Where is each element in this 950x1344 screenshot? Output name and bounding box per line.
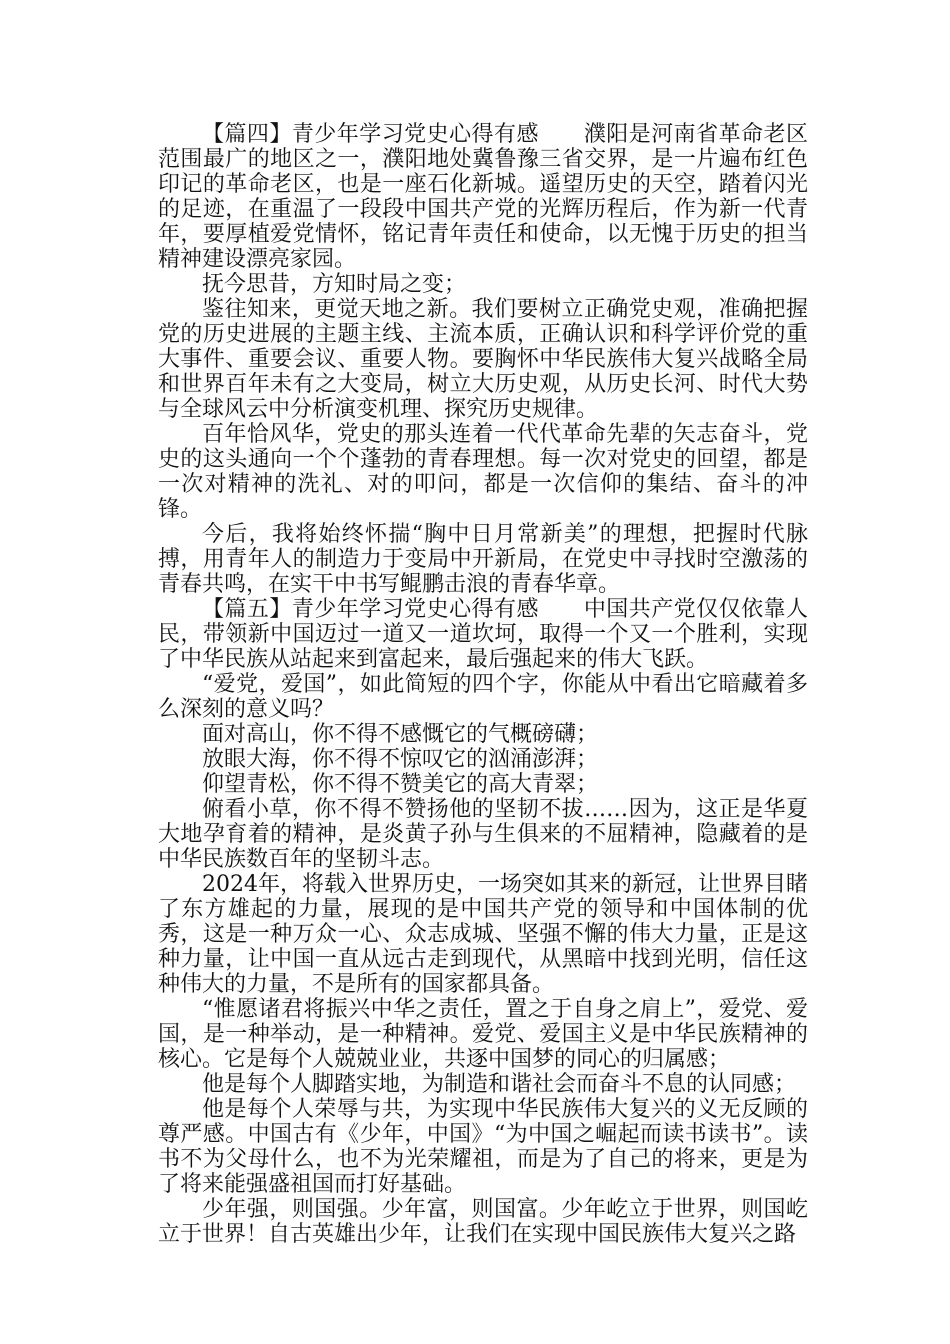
paragraph: 鉴往知来，更觉天地之新。我们要树立正确党史观，准确把握党的历史进展的主题主线、主流本质，正确认识和科学评价党的重大事件、重要会议、重要人物。要胸怀中华民族伟大复兴战略全局和世界百年未有之大变局，树立大历史观，从历史长河、时代大势与全球风云中分析演变机理、探究历史规律。 <box>158 297 808 422</box>
paragraph: 2024年，将载入世界历史，一场突如其来的新冠，让世界目睹了东方雄起的力量，展现的是中国共产党的领导和中国体制的优秀，这是一种万众一心、众志成城、坚强不懈的伟大力量，正是这种力量，让中国一直从远古走到现代，从黑暗中找到光明，信任这种伟大的力量，不是所有的国家都具备。 <box>158 872 808 997</box>
paragraph: 他是每个人脚踏实地，为制造和谐社会而奋斗不息的认同感； <box>202 1072 797 1097</box>
paragraph: 放眼大海，你不得不惊叹它的汹涌澎湃； <box>202 747 599 772</box>
paragraph: 他是每个人荣辱与共，为实现中华民族伟大复兴的义无反顾的尊严感。中国古有《少年，中国》“为中国之崛起而读书读书”。读书不为父母什么，也不为光荣耀祖，而是为了自己的将来，更是为了将来能强盛祖国而打好基础。 <box>158 1097 808 1197</box>
paragraph: “爱党，爱国”，如此简短的四个字，你能从中看出它暗藏着多么深刻的意义吗？ <box>158 672 808 722</box>
paragraph: 俯看小草，你不得不赞扬他的坚韧不拔……因为，这正是华夏大地孕育着的精神，是炎黄子孙与生俱来的不屈精神，隐藏着的是中华民族数百年的坚韧斗志。 <box>158 797 808 872</box>
paragraph: 抚今思昔，方知时局之变； <box>202 272 467 297</box>
paragraph: “惟愿诸君将振兴中华之责任，置之于自身之肩上”，爱党、爱国，是一种举动，是一种精神。爱党、爱国主义是中华民族精神的核心。它是每个人兢兢业业，共逐中国梦的同心的归属感； <box>158 997 808 1072</box>
document-body <box>158 122 808 1247</box>
paragraph: 少年强，则国强。少年富，则国富。少年屹立于世界，则国屹立于世界！自古英雄出少年，让我们在实现中国民族伟大复兴之路 <box>158 1197 808 1247</box>
paragraph: 面对高山，你不得不感慨它的气概磅礴； <box>202 722 599 747</box>
paragraph: 【篇四】青少年学习党史心得有感 濮阳是河南省革命老区范围最广的地区之一，濮阳地处冀鲁豫三省交界，是一片遍布红色印记的革命老区，也是一座石化新城。遥望历史的天空，踏着闪光的足迹，在重温了一段段中国共产党的光辉历程后，作为新一代青年，要厚植爱党情怀，铭记青年责任和使命，以无愧于历史的担当精神建设漂亮家园。 <box>158 122 808 272</box>
paragraph: 【篇五】青少年学习党史心得有感 中国共产党仅仅依靠人民，带领新中国迈过一道又一道坎坷，取得一个又一个胜利，实现了中华民族从站起来到富起来，最后强起来的伟大飞跃。 <box>158 597 808 672</box>
paragraph: 今后，我将始终怀揣“胸中日月常新美”的理想，把握时代脉搏，用青年人的制造力于变局中开新局，在党史中寻找时空激荡的青春共鸣，在实干中书写鲲鹏击浪的青春华章。 <box>158 522 808 597</box>
paragraph: 仰望青松，你不得不赞美它的高大青翠； <box>202 772 599 797</box>
paragraph: 百年恰风华，党史的那头连着一代代革命先辈的矢志奋斗，党史的这头通向一个个蓬勃的青春理想。每一次对党史的回望，都是一次对精神的洗礼、对的叩问，都是一次信仰的集结、奋斗的冲锋。 <box>158 422 808 522</box>
